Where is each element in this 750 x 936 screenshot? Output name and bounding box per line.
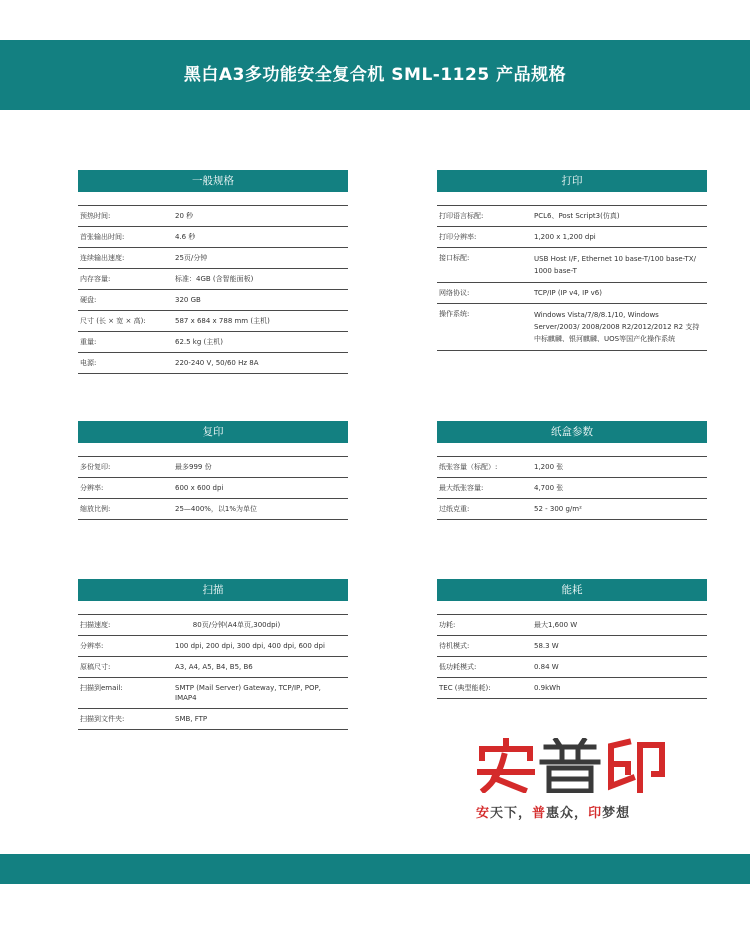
spec-value: 1,200 x 1,200 dpi <box>534 233 596 241</box>
spec-value: 20 秒 <box>175 212 194 220</box>
spec-label: 扫描到文件夹: <box>80 715 125 723</box>
spec-label: 连续输出速度: <box>80 254 125 262</box>
footer-band <box>0 854 750 884</box>
spec-row <box>78 678 348 709</box>
spec-label: 缩放比例: <box>80 505 111 513</box>
slogan-highlight: 印 <box>588 806 603 821</box>
spec-row <box>78 478 348 499</box>
spec-row <box>437 478 707 499</box>
spec-value: 62.5 kg (主机) <box>175 338 223 346</box>
spec-row <box>437 615 707 636</box>
spec-label: 最大纸张容量: <box>439 484 484 492</box>
section-print <box>437 170 707 351</box>
spec-value: 58.3 W <box>534 642 559 650</box>
spec-label: 打印分辨率: <box>439 233 477 241</box>
spec-label: 原稿尺寸: <box>80 663 111 671</box>
spec-label: 功耗: <box>439 621 456 629</box>
spec-value: 4,700 张 <box>534 484 564 492</box>
spec-label: 纸张容量（标配）: <box>439 463 498 471</box>
spec-value: 0.84 W <box>534 663 559 671</box>
section-paper-title: 纸盒参数 <box>437 421 707 443</box>
section-general <box>78 170 348 374</box>
spec-value: 600 x 600 dpi <box>175 484 224 492</box>
page-title: 黑白A3多功能安全复合机 SML-1125 产品规格 <box>183 65 567 85</box>
spec-row <box>437 657 707 678</box>
spec-row <box>78 709 348 730</box>
spec-value: 220-240 V, 50/60 Hz 8A <box>175 359 259 367</box>
spec-row <box>78 206 348 227</box>
spec-row <box>437 304 707 351</box>
spec-label: 多份复印: <box>80 463 111 471</box>
spec-row <box>78 499 348 520</box>
slogan-text: 梦想 <box>602 806 631 821</box>
spec-row <box>437 283 707 304</box>
spec-value: 最多999 份 <box>175 463 212 471</box>
spec-value: 100 dpi, 200 dpi, 300 dpi, 400 dpi, 600 dpi <box>175 642 325 650</box>
spec-value: Windows Vista/7/8/8.1/10, Windows Server/2003/ 2008/2008 R2/2012/2012 R2 支持中标麒麟、银河麒麟、UOS等国产化操作系统 <box>534 311 700 343</box>
spec-row <box>437 499 707 520</box>
spec-label: 尺寸 (长 × 宽 × 高): <box>80 317 146 325</box>
brand-slogan <box>476 802 676 821</box>
spec-value: 52 - 300 g/m² <box>534 505 582 513</box>
spec-value: 0.9kWh <box>534 684 561 692</box>
spec-row <box>437 636 707 657</box>
spec-label: 预热时间: <box>80 212 111 220</box>
spec-row <box>78 353 348 374</box>
section-paper <box>437 421 707 520</box>
spec-row <box>437 678 707 699</box>
spec-value: 587 x 684 x 788 mm (主机) <box>175 317 270 325</box>
spec-value: PCL6、Post Script3(仿真) <box>534 212 620 220</box>
spec-row <box>437 457 707 478</box>
brand-logo <box>476 738 666 793</box>
spec-label: 接口标配: <box>439 254 470 262</box>
section-scan-title: 扫描 <box>78 579 348 601</box>
spec-row <box>78 227 348 248</box>
spec-row <box>437 227 707 248</box>
spec-row <box>78 290 348 311</box>
spec-value: 最大1,600 W <box>534 621 578 629</box>
spec-label: 扫描到email: <box>80 684 123 692</box>
spec-row <box>437 248 707 283</box>
spec-row <box>437 206 707 227</box>
section-print-title: 打印 <box>437 170 707 192</box>
spec-row <box>78 332 348 353</box>
spec-row <box>78 269 348 290</box>
spec-row <box>78 615 348 636</box>
spec-label: TEC (典型能耗): <box>439 684 491 692</box>
section-copy <box>78 421 348 520</box>
spec-label: 操作系统: <box>439 310 470 318</box>
spec-label: 重量: <box>80 338 97 346</box>
spec-row <box>78 636 348 657</box>
header-banner <box>0 40 750 110</box>
spec-label: 网络协议: <box>439 289 470 297</box>
spec-value: TCP/IP (IP v4, IP v6) <box>534 289 602 297</box>
slogan-highlight: 普 <box>532 806 547 821</box>
spec-label: 过纸克重: <box>439 505 470 513</box>
spec-label: 分辨率: <box>80 642 104 650</box>
section-copy-title: 复印 <box>78 421 348 443</box>
spec-label: 低功耗模式: <box>439 663 477 671</box>
spec-label: 分辨率: <box>80 484 104 492</box>
section-power-title: 能耗 <box>437 579 707 601</box>
section-scan <box>78 579 348 730</box>
spec-value: 4.6 秒 <box>175 233 196 241</box>
spec-value: A3, A4, A5, B4, B5, B6 <box>175 663 253 671</box>
spec-row <box>78 657 348 678</box>
spec-value: 1,200 张 <box>534 463 564 471</box>
spec-value: 25—400%，以1%为单位 <box>175 505 258 513</box>
spec-row <box>78 248 348 269</box>
spec-row <box>78 457 348 478</box>
spec-value: SMTP (Mail Server) Gateway, TCP/IP, POP, IMAP4 <box>175 684 321 702</box>
spec-value: 25页/分钟 <box>175 254 208 262</box>
slogan-highlight: 安 <box>476 806 491 821</box>
spec-label: 待机模式: <box>439 642 470 650</box>
spec-value: 320 GB <box>175 296 201 304</box>
spec-label: 首张输出时间: <box>80 233 125 241</box>
spec-value: 80页/分钟(A4单页,300dpi) <box>192 621 281 629</box>
spec-label: 扫描速度: <box>80 621 111 629</box>
slogan-text: 天下， <box>490 806 533 821</box>
slogan-text: 惠众， <box>546 806 589 821</box>
section-general-title: 一般规格 <box>78 170 348 192</box>
spec-value: USB Host I/F, Ethernet 10 base-T/100 base-TX/ 1000 base-T <box>534 255 696 275</box>
section-power <box>437 579 707 699</box>
spec-label: 硬盘: <box>80 296 97 304</box>
spec-label: 内存容量: <box>80 275 111 283</box>
spec-row <box>78 311 348 332</box>
spec-label: 打印语言标配: <box>439 212 484 220</box>
spec-value: 标准：4GB (含智能面板) <box>175 275 254 283</box>
spec-value: SMB, FTP <box>175 715 208 723</box>
spec-label: 电源: <box>80 359 97 367</box>
